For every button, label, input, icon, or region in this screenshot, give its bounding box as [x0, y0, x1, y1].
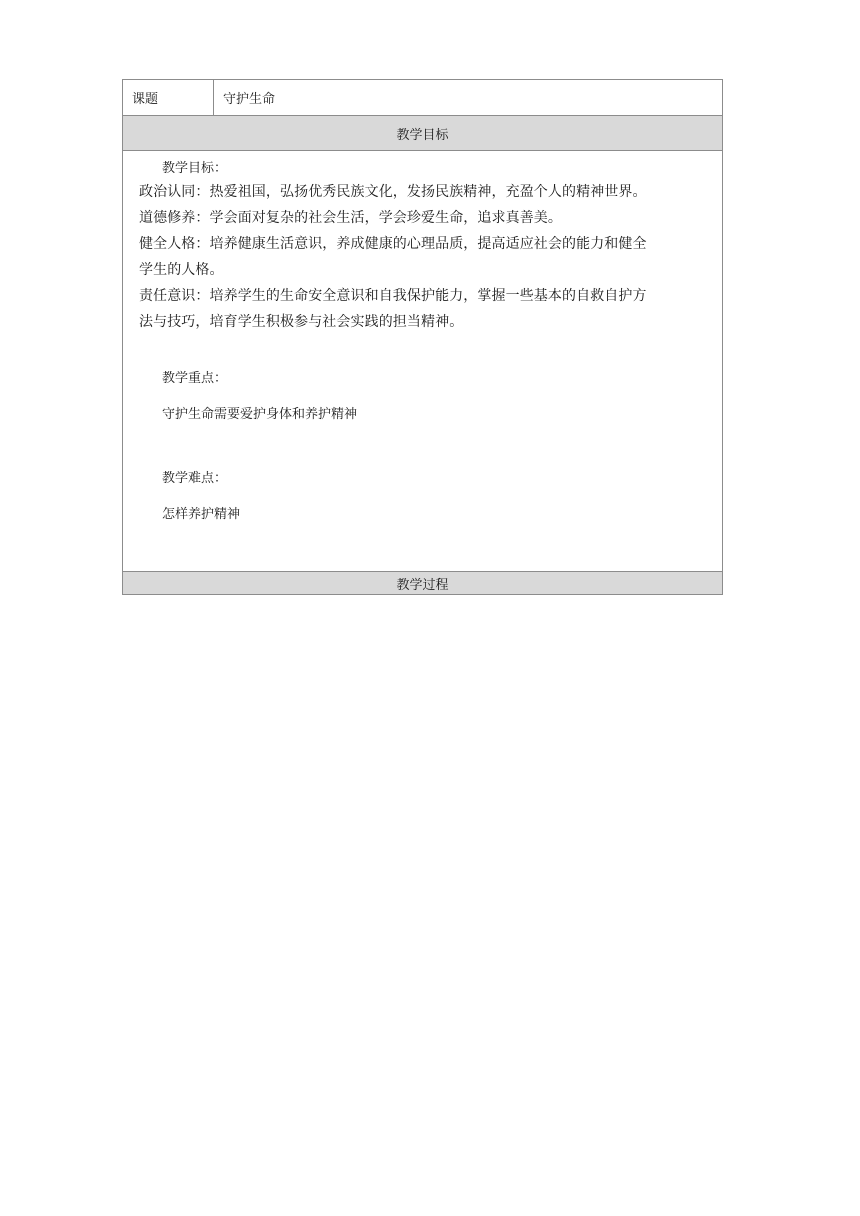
objectives-content — [123, 151, 723, 572]
objective-line-responsibility: 责任意识：培养学生的生命安全意识和自我保护能力，掌握一些基本的自救自护方 — [139, 288, 647, 304]
difficulty-label: 教学难点： — [162, 471, 228, 486]
objectives-intro-label: 教学目标： — [162, 161, 228, 176]
objectives-header: 教学目标 — [123, 116, 723, 151]
topic-row — [123, 80, 723, 116]
objective-line-personality-cont: 学生的人格。 — [139, 262, 224, 278]
objective-line-personality: 健全人格：培养健康生活意识，养成健康的心理品质，提高适应社会的能力和健全 — [139, 236, 647, 252]
key-point-label: 教学重点： — [162, 371, 228, 386]
lesson-plan-table — [122, 79, 723, 595]
objectives-header-row — [123, 116, 723, 151]
objectives-content-row — [123, 151, 723, 572]
key-point-text: 守护生命需要爱护身体和养护精神 — [162, 407, 358, 422]
topic-value: 守护生命 — [214, 80, 723, 116]
objective-line-political: 政治认同：热爱祖国，弘扬优秀民族文化，发扬民族精神，充盈个人的精神世界。 — [139, 184, 647, 200]
objective-line-moral: 道德修养：学会面对复杂的社会生活，学会珍爱生命，追求真善美。 — [139, 210, 562, 226]
difficulty-text: 怎样养护精神 — [162, 507, 241, 522]
topic-label: 课题 — [123, 80, 214, 116]
process-header: 教学过程 — [123, 572, 723, 595]
process-header-row — [123, 572, 723, 595]
objective-line-responsibility-cont: 法与技巧，培育学生积极参与社会实践的担当精神。 — [139, 314, 464, 330]
